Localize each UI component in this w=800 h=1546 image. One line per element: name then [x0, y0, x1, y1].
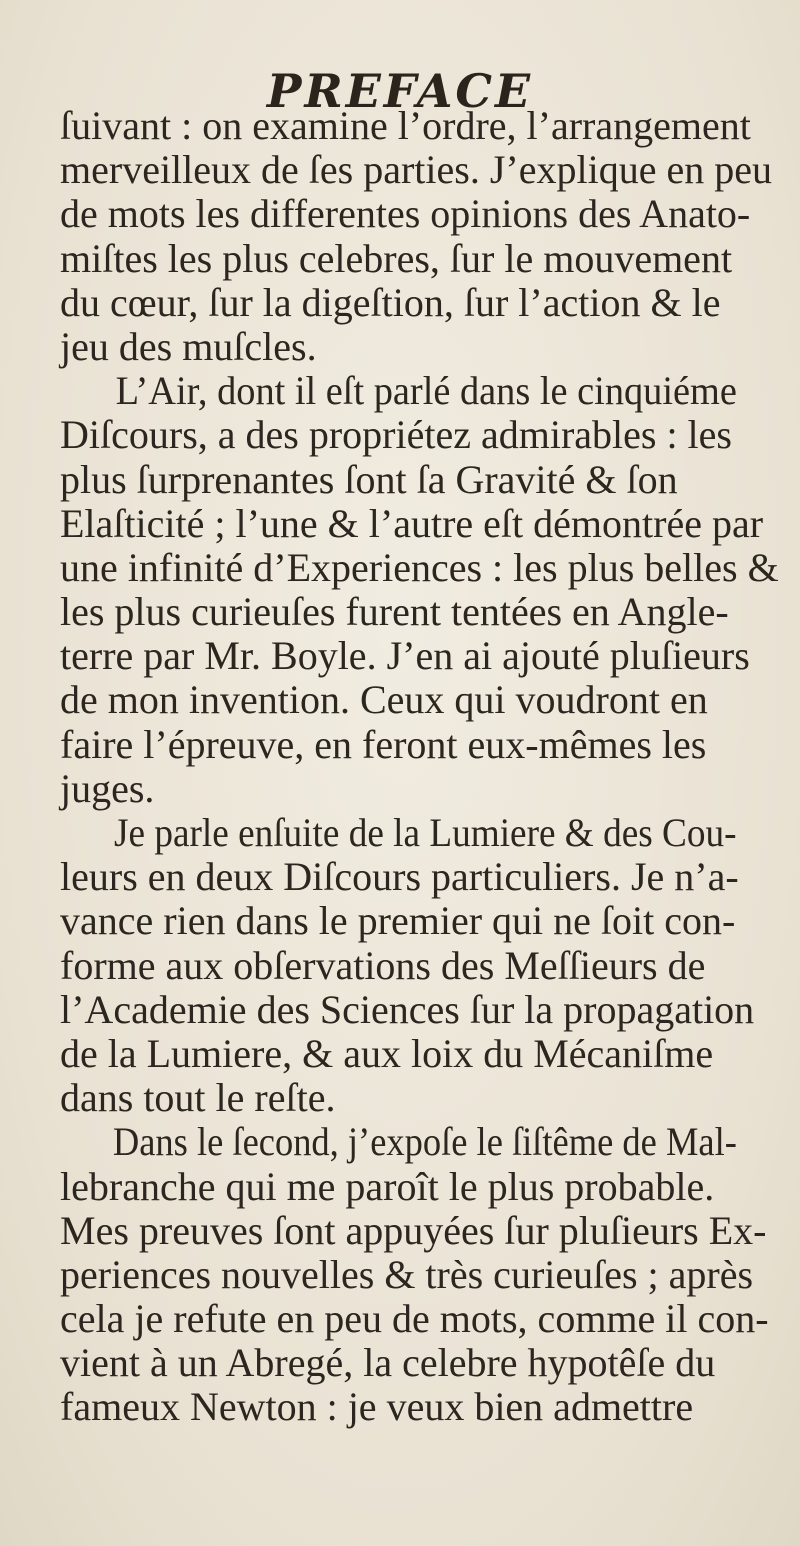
- text-line: miſtes les plus celebres, ſur le mouvement: [60, 235, 733, 281]
- text-line: Elaſticité ; l’une & l’autre eſt démontrée par: [60, 500, 764, 546]
- text-line: vance rien dans le premier qui ne ſoit con-: [60, 898, 736, 944]
- text-line: de mon invention. Ceux qui voudront en: [60, 677, 708, 723]
- text-line: fameux Newton : je veux bien admettre: [60, 1384, 694, 1430]
- paragraph-start-line: Je parle enſuite de la Lumiere & des Cou-: [113, 810, 737, 855]
- text-line: de mots les differentes opinions des Anato-: [60, 191, 751, 237]
- text-line: forme aux obſervations des Meſſieurs de: [60, 942, 706, 988]
- text-line: de la Lumiere, & aux loix du Mécaniſme: [60, 1030, 714, 1076]
- text-line: periences nouvelles & très curieuſes ; après: [60, 1251, 754, 1297]
- text-line: Mes preuves ſont appuyées ſur pluſieurs Ex-: [60, 1207, 767, 1253]
- text-line: dans tout le reſte.: [60, 1075, 336, 1121]
- text-line: faire l’épreuve, en feront eux-mêmes les: [60, 721, 707, 767]
- text-line: juges.: [60, 765, 155, 811]
- text-line: terre par Mr. Boyle. J’en ai ajouté pluſieurs: [60, 633, 750, 679]
- text-line: vient à un Abregé, la celebre hypotêſe du: [60, 1340, 716, 1386]
- body-text: [60, 104, 800, 1430]
- text-line: Diſcours, a des propriétez admirables : les: [60, 412, 732, 458]
- running-header: PREFACE: [266, 64, 534, 118]
- text-line: une infinité d’Experiences : les plus belles &: [60, 544, 779, 590]
- text-line: plus ſurprenantes ſont ſa Gravité & ſon: [60, 456, 678, 502]
- paragraph-start-line: L’Air, dont il eſt parlé dans le cinquiéme: [115, 368, 737, 414]
- text-line: merveilleux de ſes parties. J’explique en peu: [60, 147, 772, 193]
- text-line: du cœur, ſur la digeſtion, ſur l’action & le: [60, 279, 721, 325]
- text-line: cela je refute en peu de mots, comme il con-: [60, 1296, 769, 1342]
- paragraph-start-line: Dans le ſecond, j’expoſe le ſiſtême de Mal-: [112, 1119, 737, 1165]
- text-line: jeu des muſcles.: [60, 323, 317, 369]
- text-line: lebranche qui me paroît le plus probable.: [60, 1163, 715, 1209]
- text-line: les plus curieuſes furent tentées en Angle-: [60, 589, 729, 635]
- text-line: leurs en deux Diſcours particuliers. Je n’a-: [60, 854, 739, 900]
- text-line: l’Academie des Sciences ſur la propagation: [60, 986, 755, 1032]
- text-line: ſuivant : on examine l’ordre, l’arrangement: [60, 103, 751, 148]
